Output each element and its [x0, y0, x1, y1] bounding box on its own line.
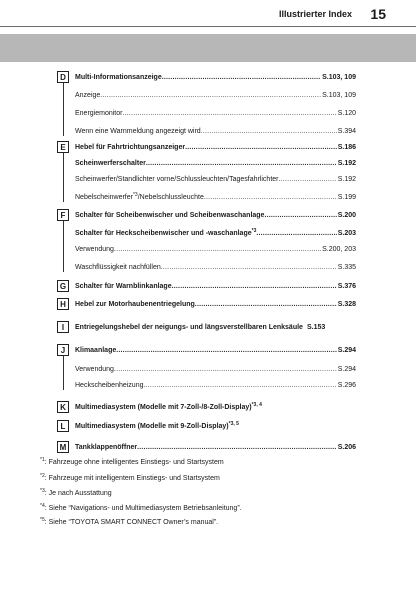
- entry-label-text: Verwendung: [75, 246, 114, 253]
- entry-label: [75, 143, 185, 152]
- entry-label: [75, 346, 116, 355]
- dot-leader: [100, 91, 321, 100]
- entry-label-text: Hebel für Fahrtrichtungsanzeiger: [75, 144, 186, 151]
- index-subentry: [75, 260, 356, 272]
- section-letter-h: H: [57, 298, 69, 310]
- entry-label: [75, 193, 204, 202]
- entry-label: [75, 323, 303, 332]
- header-title: Illustrierter Index: [278, 9, 352, 19]
- dot-leader: [162, 73, 321, 82]
- entry-label-text: Entriegelungshebel der neigungs- und längsverstellbaren Lenksäule: [75, 324, 303, 331]
- dot-leader: [116, 346, 336, 355]
- page-reference: S.394: [337, 128, 356, 135]
- index-subentry: [75, 106, 356, 118]
- entry-label-text: Nebelscheinwerfer: [75, 194, 133, 201]
- index-heading: [75, 400, 356, 412]
- section-connector: [63, 153, 64, 202]
- index-subentry: [75, 378, 356, 390]
- index-heading: [75, 343, 356, 355]
- page-reference: S.192: [337, 160, 356, 167]
- page-number: 15: [370, 6, 386, 22]
- section-letter-f: F: [57, 209, 69, 221]
- footnote: [40, 489, 112, 498]
- entry-label: [75, 91, 100, 100]
- dot-leader: [279, 175, 337, 184]
- entry-label-text: Waschflüssigkeit nachfüllen: [75, 264, 161, 271]
- dot-leader: [122, 109, 336, 118]
- page-reference: S.328: [337, 301, 356, 308]
- footnote: [40, 474, 220, 483]
- footnote-mark: *1: [40, 457, 45, 463]
- page-reference: S.376: [337, 283, 356, 290]
- page-reference: S.192: [337, 176, 356, 183]
- entry-label: [75, 211, 264, 220]
- entry-label: [75, 263, 161, 272]
- page-reference: S.200, 203: [322, 246, 356, 253]
- entry-label-text: Schalter für Heckscheibenwischer und -waschanlage: [75, 230, 252, 237]
- page-reference: S.294: [337, 366, 356, 373]
- index-heading: [75, 440, 356, 452]
- index-heading: [75, 156, 356, 168]
- page-reference: S.203: [337, 230, 356, 237]
- page-reference: S.199: [337, 194, 356, 201]
- entry-label: [75, 365, 114, 374]
- entry-label: [75, 422, 239, 431]
- page-reference: S.294: [337, 347, 356, 354]
- entry-label-text: Multimediasystem (Modelle mit 7-Zoll-/8-Zoll-Display): [75, 404, 252, 411]
- dot-leader: [114, 365, 337, 374]
- footnote-text: : Siehe “TOYOTA SMART CONNECT Owner’s manual”.: [44, 519, 219, 526]
- section-letter-d: D: [57, 71, 69, 83]
- footnote-mark: *2: [40, 473, 45, 479]
- section-connector: [63, 221, 64, 272]
- page-reference: S.200: [337, 212, 356, 219]
- section-letter-e: E: [57, 141, 69, 153]
- entry-label-text: Wenn eine Warnmeldung angezeigt wird: [75, 128, 201, 135]
- header-band: [0, 34, 416, 62]
- entry-label: [75, 300, 195, 309]
- section-letter-l: L: [57, 420, 69, 432]
- entry-label-text: Klimaanlage: [75, 347, 117, 354]
- entry-label-text: Anzeige: [75, 92, 101, 99]
- footnote-text: : Je nach Ausstattung: [44, 490, 112, 497]
- entry-label-text: /Nebelschlussleuchte: [137, 194, 204, 201]
- entry-label: [75, 282, 172, 291]
- dot-leader: [114, 245, 321, 254]
- section-connector: [63, 83, 64, 136]
- dot-leader: [204, 193, 337, 202]
- entry-label: [75, 73, 162, 82]
- dot-leader: [201, 127, 337, 136]
- dot-leader: [161, 263, 337, 272]
- index-heading: [75, 297, 356, 309]
- page-reference: S.206: [337, 444, 356, 451]
- footnote-mark: *4: [40, 503, 45, 509]
- index-subentry: [75, 124, 356, 136]
- entry-label: [75, 245, 114, 254]
- entry-label-text: Schalter für Scheibenwischer und Scheibenwaschanlage: [75, 212, 265, 219]
- entry-label: [75, 175, 279, 184]
- index-subentry: [75, 242, 356, 254]
- entry-label-text: Energiemonitor: [75, 110, 123, 117]
- dot-leader: [185, 143, 337, 152]
- footnote-text: : Fahrzeuge ohne intelligentes Einstiegs- und Startsystem: [44, 459, 224, 466]
- entry-label-text: Tankklappenöffner: [75, 444, 138, 451]
- entry-label: [75, 443, 137, 452]
- dot-leader: [144, 381, 337, 390]
- footnote-ref: *3, 4: [251, 402, 262, 408]
- index-subentry: [75, 88, 356, 100]
- dot-leader: [195, 300, 337, 309]
- section-letter-i: I: [57, 321, 69, 333]
- index-heading: [75, 70, 356, 82]
- page-reference: S.296: [337, 382, 356, 389]
- entry-label: [75, 229, 256, 238]
- entry-label-text: Scheinwerfer/Standlichter vorne/Schlussleuchten/Tagesfahrlichter: [75, 176, 279, 183]
- entry-label-text: Hebel zur Motorhaubenentriegelung: [75, 301, 195, 308]
- entry-label-text: Multi-Informationsanzeige: [75, 74, 162, 81]
- header-rule: [0, 26, 416, 27]
- page-reference: S.335: [337, 264, 356, 271]
- dot-leader: [264, 211, 336, 220]
- page-reference: S.186: [337, 144, 356, 151]
- footnote: [40, 518, 218, 527]
- footnote-text: : Fahrzeuge mit intelligentem Einstiegs- und Startsystem: [44, 475, 220, 482]
- entry-label-text: Heckscheibenheizung: [75, 382, 144, 389]
- footnote-ref: *3: [132, 192, 138, 198]
- entry-label-text: Multimediasystem (Modelle mit 9-Zoll-Display): [75, 423, 229, 430]
- entry-label: [75, 159, 146, 168]
- entry-label-text: Scheinwerferschalter: [75, 160, 146, 167]
- index-heading: [75, 320, 356, 332]
- index-heading: [75, 140, 356, 152]
- footnote-ref: *3, 5: [228, 421, 239, 427]
- footnote: [40, 458, 224, 467]
- index-heading: [75, 226, 356, 238]
- entry-label: [75, 127, 201, 136]
- page-reference: S.153: [306, 324, 326, 331]
- index-subentry: [75, 172, 356, 184]
- section-letter-m: M: [57, 441, 69, 453]
- footnote-text: : Siehe “Navigations- und Multimediasystem Betriebsanleitung”.: [44, 505, 242, 512]
- index-heading: [75, 419, 356, 431]
- dot-leader: [256, 229, 336, 238]
- entry-label: [75, 381, 144, 390]
- entry-label-text: Verwendung: [75, 366, 114, 373]
- entry-label: [75, 403, 262, 412]
- page-reference: S.103, 109: [322, 74, 356, 81]
- index-subentry: [75, 362, 356, 374]
- footnote-mark: *3: [40, 488, 45, 494]
- page-reference: S.103, 109: [322, 92, 356, 99]
- section-letter-g: G: [57, 280, 69, 292]
- section-connector: [63, 356, 64, 390]
- entry-label-text: Schalter für Warnblinkanlage: [75, 283, 172, 290]
- entry-label: [75, 109, 122, 118]
- section-letter-k: K: [57, 401, 69, 413]
- index-subentry: [75, 190, 356, 202]
- section-letter-j: J: [57, 344, 69, 356]
- dot-leader: [172, 282, 337, 291]
- dot-leader: [146, 159, 337, 168]
- footnote-mark: *5: [40, 517, 45, 523]
- index-heading: [75, 208, 356, 220]
- footnote: [40, 504, 242, 513]
- footnote-ref: *3: [251, 228, 257, 234]
- dot-leader: [137, 443, 337, 452]
- index-heading: [75, 279, 356, 291]
- page-reference: S.120: [337, 110, 356, 117]
